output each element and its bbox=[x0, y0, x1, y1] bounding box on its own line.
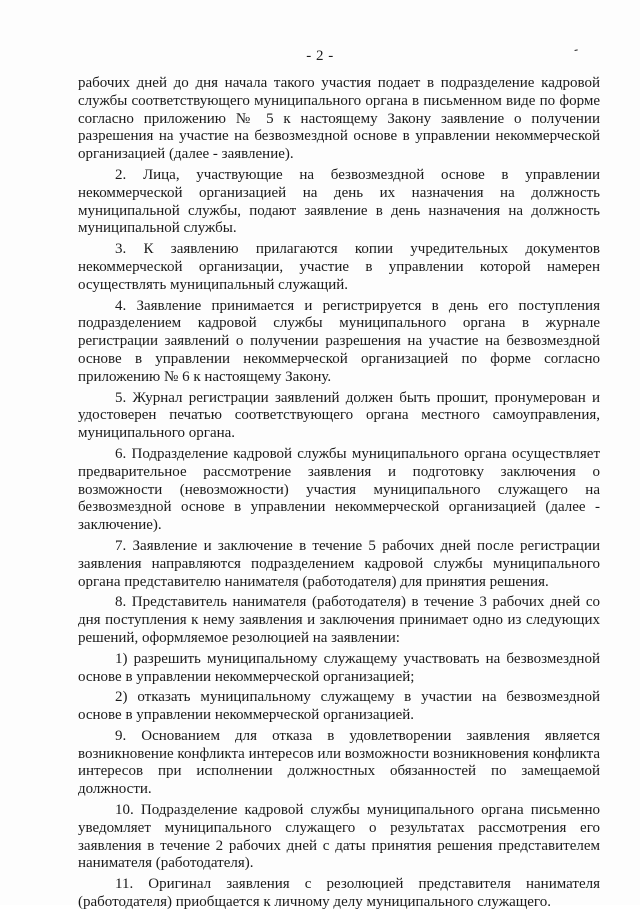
paragraph-10: 10. Подразделение кадровой службы муниципального органа письменно уведомляет муниципального служащего о результатах рассмотрения его заявления в течение 2 рабочих дней с даты принятия решения представителем нанимателя (работодателя). bbox=[78, 802, 600, 872]
paragraph-2: 2. Лица, участвующие на безвозмездной основе в управлении некоммерческой организацией на день их назначения на должность муниципальной службы, подают заявление в день назначения на должность муниципальной службы. bbox=[78, 166, 600, 237]
list-item-2: 2) отказать муниципальному служащему в участии на безвозмездной основе в управлении некоммерческой организацией. bbox=[78, 689, 600, 724]
list-item-1: 1) разрешить муниципальному служащему участвовать на безвозмездной основе в управлении некоммерческой организацией; bbox=[78, 650, 600, 685]
scan-mark: - bbox=[572, 41, 580, 57]
paragraph-continuation: рабочих дней до дня начала такого участия подает в подразделение кадровой службы соответствующего муниципального органа в письменном виде по форме согласно приложению № 5 к настоящему Закону заявление о получении разрешения на участие на безвозмездной основе в управлении некоммерческой организацией (далее - заявление). bbox=[78, 75, 600, 163]
paragraph-3: 3. К заявлению прилагаются копии учредительных документов некоммерческой организации, участие в управлении которой намерен осуществлять муниципальный служащий. bbox=[78, 241, 600, 293]
paragraph-5: 5. Журнал регистрации заявлений должен быть прошит, пронумерован и удостоверен печатью соответствующего органа местного самоуправления, муниципального органа. bbox=[78, 389, 600, 442]
paragraph-11: 11. Оригинал заявления с резолюцией представителя нанимателя (работодателя) приобщается к личному делу муниципального служащего. bbox=[78, 876, 600, 911]
paragraph-4: 4. Заявление принимается и регистрируется в день его поступления подразделением кадровой службы муниципального органа в журнале регистрации заявлений о получении разрешения на участие на безвозмездной основе в управлении некоммерческой организацией по форме согласно приложению № 6 к настоящему Закону. bbox=[78, 297, 600, 385]
page-number: - 2 - bbox=[306, 48, 334, 64]
document-body bbox=[78, 75, 600, 915]
paragraph-7: 7. Заявление и заключение в течение 5 рабочих дней после регистрации заявления направляются подразделением кадровой службы муниципального органа представителю нанимателя (работодателя) для принятия решения. bbox=[78, 537, 600, 590]
paragraph-6: 6. Подразделение кадровой службы муниципального органа осуществляет предварительное рассмотрение заявления и подготовку заключения о возможности (невозможности) участия муниципального служащего на безвозмездной основе в управлении некоммерческой организацией (далее - заключение). bbox=[78, 445, 600, 534]
paragraph-8: 8. Представитель нанимателя (работодателя) в течение 3 рабочих дней со дня поступления к нему заявления и заключения принимает одно из следующих решений, оформляемое резолюцией на заявлении: bbox=[78, 594, 600, 646]
paragraph-9: 9. Основанием для отказа в удовлетворении заявления является возникновение конфликта интересов или возможности возникновения конфликта интересов при исполнении должностных обязанностей по замещаемой должности. bbox=[78, 727, 600, 798]
